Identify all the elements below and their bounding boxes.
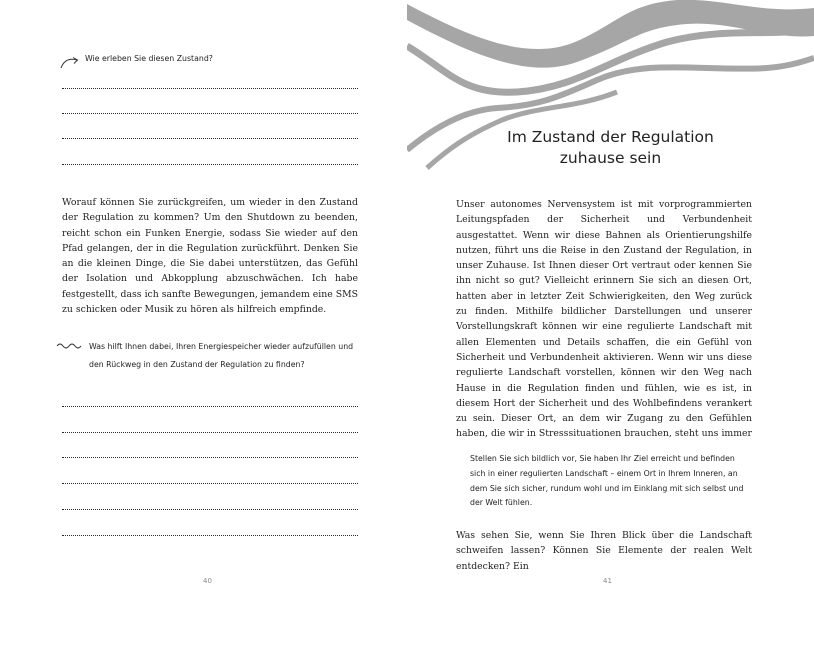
answer-line [62,483,358,484]
exercise-text: Stellen Sie sich bildlich vor, Sie haben Ihr Ziel erreicht und befinden sich in einer regulierten Landschaft – einem Ort in Ihrem Inneren, an dem Sie sich sicher, rundum wohl und im Einklang mit sich selbst und der Welt fühlen. [470,454,744,508]
wavy-line-icon [56,341,82,349]
answer-line [62,113,358,114]
question-2-block [62,338,362,374]
answer-line [62,164,358,165]
body-paragraph: Worauf können Sie zurückgreifen, um wieder in den Zustand der Regulation zu kommen? Um den Shutdown zu beenden, reicht schon ein Funken Energie, sodass Sie wieder auf den Pfad gelangen, der in die Regulation zurückführt. Denken Sie an die kleinen Dinge, die Sie dabei unterstützen, das Gefühl der Isolation und Abkopplung abzuschwächen. Ich habe festgestellt, dass ich sanfte Bewegungen, jemandem eine SMS zu schicken oder Musik zu hören als hilfreich empfinde. [62,197,358,316]
answer-line [62,406,358,407]
chapter-title [407,127,814,168]
answer-line [62,432,358,433]
body-paragraph: Unser autonomes Nervensystem ist mit vorprogrammierten Leitungspfaden der Sicherheit und Verbundenheit ausgestattet. Wenn wir diese Bahnen als Orientierungshilfe nutzen, führt uns die Reise in den Zustand der Regulation, in unser Zuhause. Ist Ihnen dieser Ort vertraut oder kennen Sie ihn nicht so gut? Vielleicht erinnern Sie sich an diesen Ort, hatten aber in letzter Zeit Schwierigkeiten, den Weg zurück zu finden. Mithilfe bildlicher Darstellungen und unserer Vorstellungskraft können wir eine regulierte Landschaft mit allen Elementen und Details schaffen, die ein Gefühl von Sicherheit und Verbundenheit aktivieren. Wenn wir uns diese regulierte Landschaft vorstellen, können wir den Weg nach Hause in die Regulation finden und fühlen, wie es ist, in diesem Hort der Sicherheit und des Wohlbefindens verankert zu sein. Dieser Ort, an dem wir Zugang zu den Gefühlen haben, die wir in Stresssituationen brauchen, steht uns immer [456,199,752,440]
question-2: Was hilft Ihnen dabei, Ihren Energiespeicher wieder aufzufüllen und den Rückweg in den Zustand der Regulation zu finden? [89,342,354,369]
answer-line [62,457,358,458]
exercise-box [456,445,752,517]
answer-line [62,535,358,536]
page-number: 41 [603,577,612,585]
answer-line [62,88,358,89]
page-number: 40 [203,577,212,585]
answer-line [62,509,358,510]
answer-line [62,138,358,139]
chapter-title-line-2: zuhause sein [559,148,662,167]
chapter-title-line-1: Im Zustand der Regulation [507,128,714,146]
question-1: Wie erleben Sie diesen Zustand? [85,54,213,63]
body-paragraph-continued: Was sehen Sie, wenn Sie Ihren Blick über die Landschaft schweifen lassen? Können Sie Elemente der realen Welt entdecken? Ein [456,530,752,572]
right-page [407,0,814,648]
